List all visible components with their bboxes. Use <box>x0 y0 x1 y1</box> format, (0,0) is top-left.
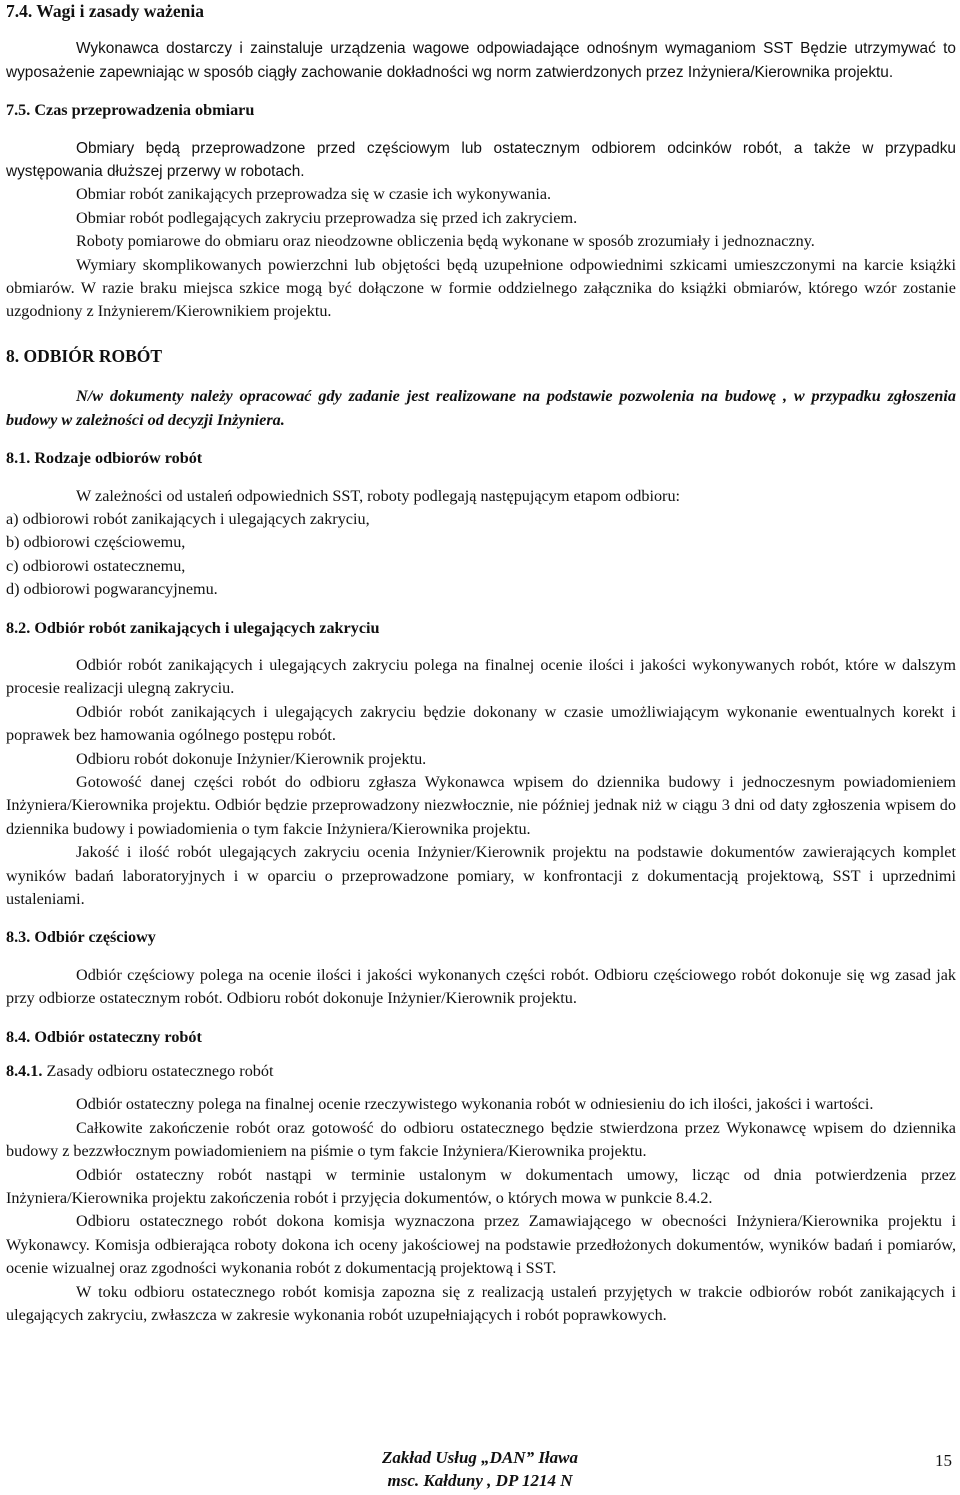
section-8-1-paragraph: W zależności od ustaleń odpowiednich SST, roboty podlegają następującym etapom odbioru: <box>76 486 681 505</box>
section-8-4-1-number: 8.4.1. <box>6 1062 43 1081</box>
section-8-2-paragraph-5: Jakość i ilość robót ulegających zakryciu ocenia Inżynier/Kierownik projektu na podstawie dokumentów zawierających komplet wyników badań laboratoryjnych i w oparciu o przeprowadzone pomiary, w konfrontacji z dokumentacją projektową, SST i uprzednimi ustaleniami. <box>6 843 956 908</box>
section-8-2-number: 8.2. <box>6 618 31 637</box>
list-item-a: a) odbiorowi robót zanikających i ulegających zakryciu, <box>6 509 370 528</box>
section-8-4-1-paragraph-3: Odbiór ostateczny robót nastąpi w terminie ustalonym w dokumentach umowy, licząc od dnia potwierdzenia przez Inżyniera/Kierownika projektu zakończenia robót i przyjęcia dokumentów, o których mowa w punkcie 8.4.2. <box>6 1165 956 1208</box>
page-number: 15 <box>935 1451 952 1470</box>
section-8-4-1-paragraph-1: Odbiór ostateczny polega na finalnej ocenie rzeczywistego wykonania robót w odniesieniu do ich ilości, jakości i wartości. <box>76 1095 874 1114</box>
section-8-2-title: Odbiór robót zanikających i ulegających zakryciu <box>30 618 380 637</box>
section-8-2-paragraph-1: Odbiór robót zanikających i ulegających zakryciu polega na finalnej ocenie ilości i jakości wykonywanych robót, które w dalszym procesie realizacji ulegną zakryciu. <box>6 655 956 698</box>
section-8-1-title: Rodzaje odbiorów robót <box>30 449 203 468</box>
section-8-2-paragraph-2: Odbiór robót zanikających i ulegających zakryciu będzie dokonany w czasie umożliwiającym wykonanie ewentualnych korekt i poprawek bez hamowania ogólnego postępu robót. <box>6 702 956 745</box>
footer-address: msc. Kałduny , DP 1214 N <box>387 1471 573 1490</box>
section-8-heading: 8. ODBIÓR ROBÓT <box>6 345 163 366</box>
section-8-4-1-paragraph-2: Całkowite zakończenie robót oraz gotowość do odbioru ostatecznego będzie stwierdzona przez Wykonawcę wpisem do dziennika budowy z bezzwłocznym powiadomieniem na piśmie o tym fakcie Inżyniera/Kierownika projektu. <box>6 1118 956 1161</box>
list-item-b: b) odbiorowi częściowemu, <box>6 533 186 552</box>
section-8-4-1-heading <box>6 1060 956 1083</box>
section-7-5-paragraph-1: Obmiary będą przeprowadzone przed częściowym lub ostatecznym odbiorem odcinków robót, a także w przypadku występowania dłuższej przerwy w robotach. <box>6 139 956 181</box>
list-item-d: d) odbiorowi pogwarancyjnemu. <box>6 580 218 599</box>
section-8-2-paragraph-4: Gotowość danej części robót do odbioru zgłasza Wykonawca wpisem do dziennika budowy i jednoczesnym powiadomieniem Inżyniera/Kierownika projektu. Odbiór będzie przeprowadzony niezwłocznie, nie później jednak niż w ciągu 3 dni od daty zgłoszenia wpisem do dziennika budowy i powiadomienia o tym fakcie Inżyniera/Kierownika projektu. <box>6 772 956 838</box>
footer-company: Zakład Usług „DAN” Iława <box>382 1448 578 1467</box>
section-8-1-number: 8.1. <box>6 449 31 468</box>
section-7-5-paragraph-5: Wymiary skomplikowanych powierzchni lub objętości będą uzupełnione odpowiednimi szkicami umieszczonymi na karcie książki obmiarów. W razie braku miejsca szkice mogą być dołączone w formie oddzielnego załącznika do książki obmiarów, którego wzór zostanie uzgodniony z Inżynierem/Kierownikiem projektu. <box>6 255 956 321</box>
section-8-3-paragraph: Odbiór częściowy polega na ocenie ilości i jakości wykonanych części robót. Odbioru częściowego robót dokonuje się wg zasad jak przy odbiorze ostatecznym robót. Odbioru robót dokonuje Inżynier/Kierownik projektu. <box>6 965 956 1008</box>
document-page <box>6 0 956 1328</box>
section-7-5-heading: 7.5. Czas przeprowadzenia obmiaru <box>6 101 255 120</box>
section-8-4-1-paragraph-5: W toku odbioru ostatecznego robót komisja zapozna się z realizacją ustaleń przyjętych w trakcie odbiorów robót zanikających i ulegających zakryciu, zwłaszcza w zakresie wykonania robót uzupełniających i robót poprawkowych. <box>6 1282 956 1325</box>
section-7-4-paragraph: Wykonawca dostarczy i zainstaluje urządzenia wagowe odpowiadające odnośnym wymaganiom SST Będzie utrzymywać to wyposażenie zapewniając w sposób ciągły zachowanie dokładności wg norm zatwierdzonych przez Inżyniera/Kierownika projektu. <box>6 40 956 81</box>
section-8-4-1-paragraph-4: Odbioru ostatecznego robót dokona komisja wyznaczona przez Zamawiającego w obecności Inżyniera/Kierownika projektu i Wykonawcy. Komisja odbierająca roboty dokona ich oceny jakościowej na podstawie przedłożonych dokumentów, wyników badań i pomiarów, ocenie wizualnej oraz zgodności wykonania robót z dokumentacją projektową i SST. <box>6 1212 956 1278</box>
section-7-5-paragraph-2: Obmiar robót zanikających przeprowadza się w czasie ich wykonywania. <box>76 185 552 204</box>
section-8-4-heading: 8.4. Odbiór ostateczny robót <box>6 1027 202 1046</box>
section-8-note: N/w dokumenty należy opracować gdy zadanie jest realizowane na podstawie pozwolenia na budowę , w przypadku zgłoszenia budowy w zależności od decyzji Inżyniera. <box>6 387 956 429</box>
section-7-5-paragraph-3: Obmiar robót podlegających zakryciu przeprowadza się przed ich zakryciem. <box>76 208 578 227</box>
list-item-c: c) odbiorowi ostatecznemu, <box>6 556 186 575</box>
section-8-3-heading: 8.3. Odbiór częściowy <box>6 928 156 947</box>
section-8-1-heading <box>6 447 956 470</box>
section-7-4-heading: 7.4. Wagi i zasady ważenia <box>6 1 205 21</box>
section-8-2-heading <box>6 617 956 640</box>
section-7-5-paragraph-4: Roboty pomiarowe do obmiaru oraz nieodzowne obliczenia będą wykonane w sposób zrozumiały i jednoznaczny. <box>76 232 815 251</box>
section-8-2-paragraph-3: Odbioru robót dokonuje Inżynier/Kierownik projektu. <box>76 749 427 768</box>
page-footer <box>0 1447 960 1495</box>
section-8-4-1-title: Zasady odbioru ostatecznego robót <box>42 1062 274 1081</box>
